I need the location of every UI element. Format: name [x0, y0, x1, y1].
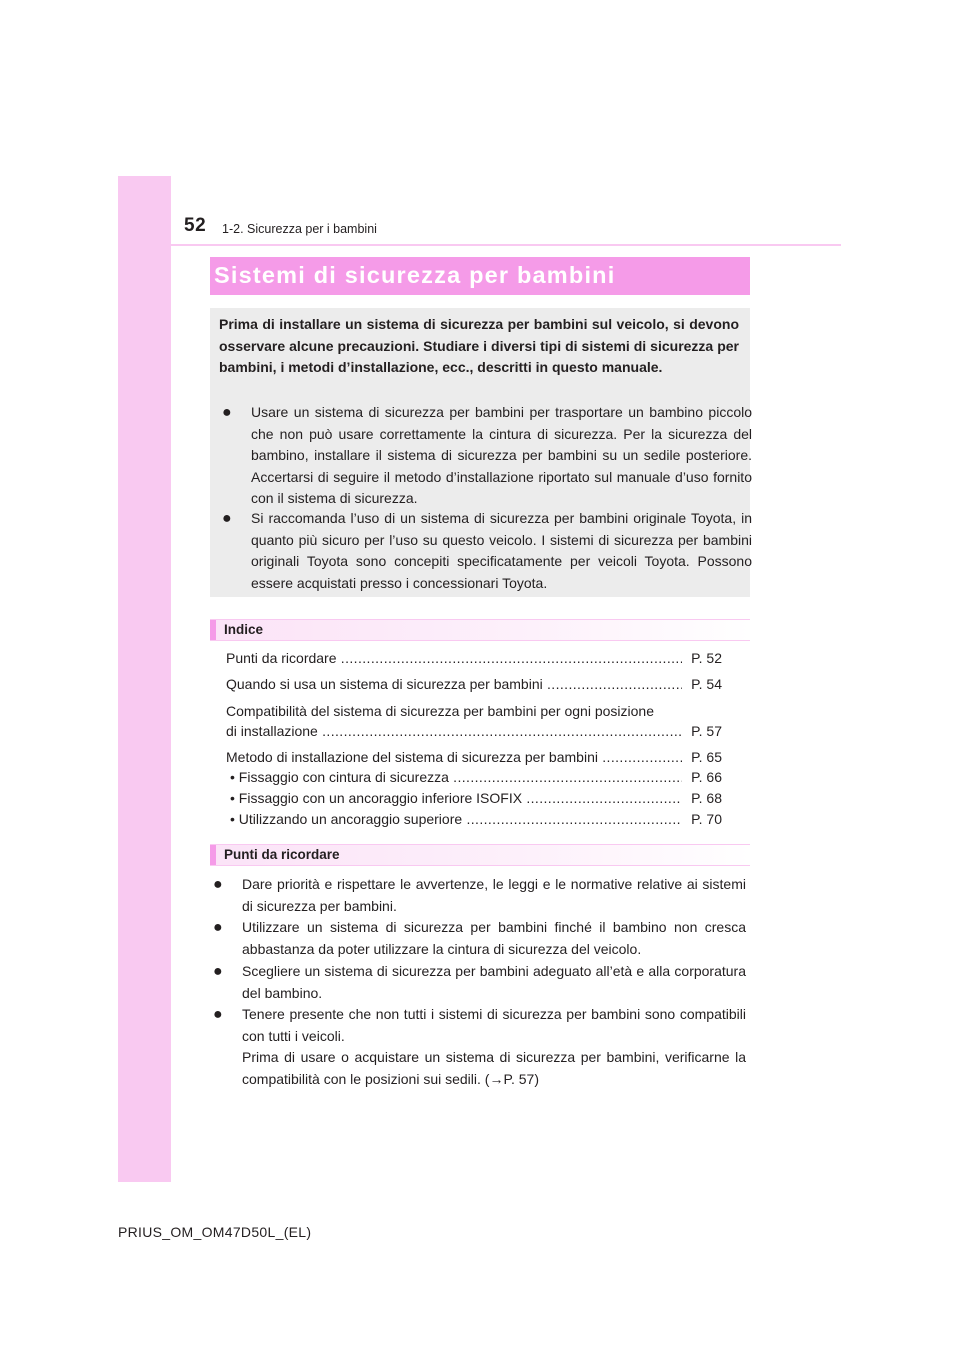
remember-heading-bar [210, 844, 750, 866]
index-heading: Indice [224, 622, 264, 637]
toc-entry-line1: Compatibilità del sistema di sicurezza per bambini per ogni posizione [226, 703, 654, 719]
remember-bullet-text: Prima di usare o acquistare un sistema di sicurezza per bambini, verificarne la compatibilità con le posizioni sui sedili. (→P. 57) [242, 1049, 746, 1087]
remember-bullet-text: Scegliere un sistema di sicurezza per bambini adeguato all’età e alla corporatura del bambino. [242, 963, 746, 1001]
intro-bullet [222, 508, 752, 594]
bullet-dot-icon: ● [222, 510, 232, 527]
remember-heading: Punti da ricordare [224, 847, 340, 862]
toc-entry-text: • Fissaggio con cintura di sicurezza ..... [230, 767, 682, 787]
remember-bullet-text: Dare priorità e rispettare le avvertenze, le leggi e le normative relative ai sistemi di sicurezza per bambini. [242, 876, 746, 914]
remember-bullet [213, 1004, 746, 1047]
bullet-dot-icon: ● [213, 963, 223, 980]
title-bar [210, 257, 750, 295]
page-title: Sistemi di sicurezza per bambini [214, 262, 616, 288]
remember-bullet [213, 917, 746, 960]
bullet-dot-icon: ● [213, 919, 223, 936]
remember-bullet-text: Tenere presente che non tutti i sistemi di sicurezza per bambini sono compatibili con tutti i veicoli. [242, 1006, 746, 1044]
heading-marker [210, 620, 216, 640]
intro-lead: Prima di installare un sistema di sicurezza per bambini sul veicolo, si devono osservare alcune precauzioni. Studiare i diversi tipi di sistemi di sicurezza per bambini, i metodi d’installazione, ecc., descritti in questo manuale. [219, 316, 739, 375]
toc-entry-text: Metodo di installazione del sistema di sicurezza per bambini ..... [226, 747, 682, 767]
remember-bullet-continuation [213, 1047, 746, 1090]
toc-entry-page: P. 65 [691, 749, 722, 765]
toc-entry-text: Punti da ricordare ..... [226, 648, 682, 668]
intro-bullet [222, 402, 752, 510]
bullet-dot-icon: ● [213, 876, 223, 893]
bullet-dot-icon: ● [213, 1006, 223, 1023]
section-label: 1-2. Sicurezza per i bambini [222, 222, 377, 236]
remember-bullet-text: Utilizzare un sistema di sicurezza per bambini finché il bambino non cresca abbastanza da poter utilizzare la cintura di sicurezza del veicolo. [242, 919, 746, 957]
toc-entry-text: • Utilizzando un ancoraggio superiore ..... [230, 809, 682, 829]
header-rule [171, 244, 841, 246]
intro-bullet-text: Si raccomanda l’uso di un sistema di sicurezza per bambini originale Toyota, in quanto più sicuro per l’uso su questo veicolo. I sistemi di sicurezza per bambini originali Toyota sono concepiti specificatamente per veicoli Toyota. Possono essere acquistati presso i concessionari Toyota. [251, 510, 752, 591]
toc-entry-page: P. 57 [691, 723, 722, 739]
page-number: 52 [184, 215, 207, 236]
heading-marker [210, 845, 216, 865]
bullet-dot-icon: ● [222, 404, 232, 421]
side-band [118, 176, 171, 1182]
toc-entry-page: P. 52 [691, 650, 722, 666]
footer-code: PRIUS_OM_OM47D50L_(EL) [118, 1224, 312, 1240]
intro-bullet-text: Usare un sistema di sicurezza per bambini per trasportare un bambino piccolo che non può usare correttamente la cintura di sicurezza. Per la sicurezza del bambino, installare il sistema di sicurezza per bambini su un sedile posteriore. Accertarsi di seguire il metodo d’installazione riportato sul manuale d’uso fornito con il sistema di sicurezza. [251, 404, 752, 506]
toc-entry-text: di installazione ..... [226, 721, 682, 741]
toc-entry-page: P. 54 [691, 676, 722, 692]
toc-entry-page: P. 66 [691, 769, 722, 785]
remember-bullet [213, 961, 746, 1004]
intro-box [210, 308, 750, 597]
remember-bullet [213, 874, 746, 917]
toc-entry-page: P. 70 [691, 811, 722, 827]
toc-entry-page: P. 68 [691, 790, 722, 806]
toc-entry-text: Quando si usa un sistema di sicurezza per bambini ..... [226, 674, 682, 694]
toc-entry-text: • Fissaggio con un ancoraggio inferiore ISOFIX ..... [230, 788, 682, 808]
index-heading-bar [210, 619, 750, 641]
